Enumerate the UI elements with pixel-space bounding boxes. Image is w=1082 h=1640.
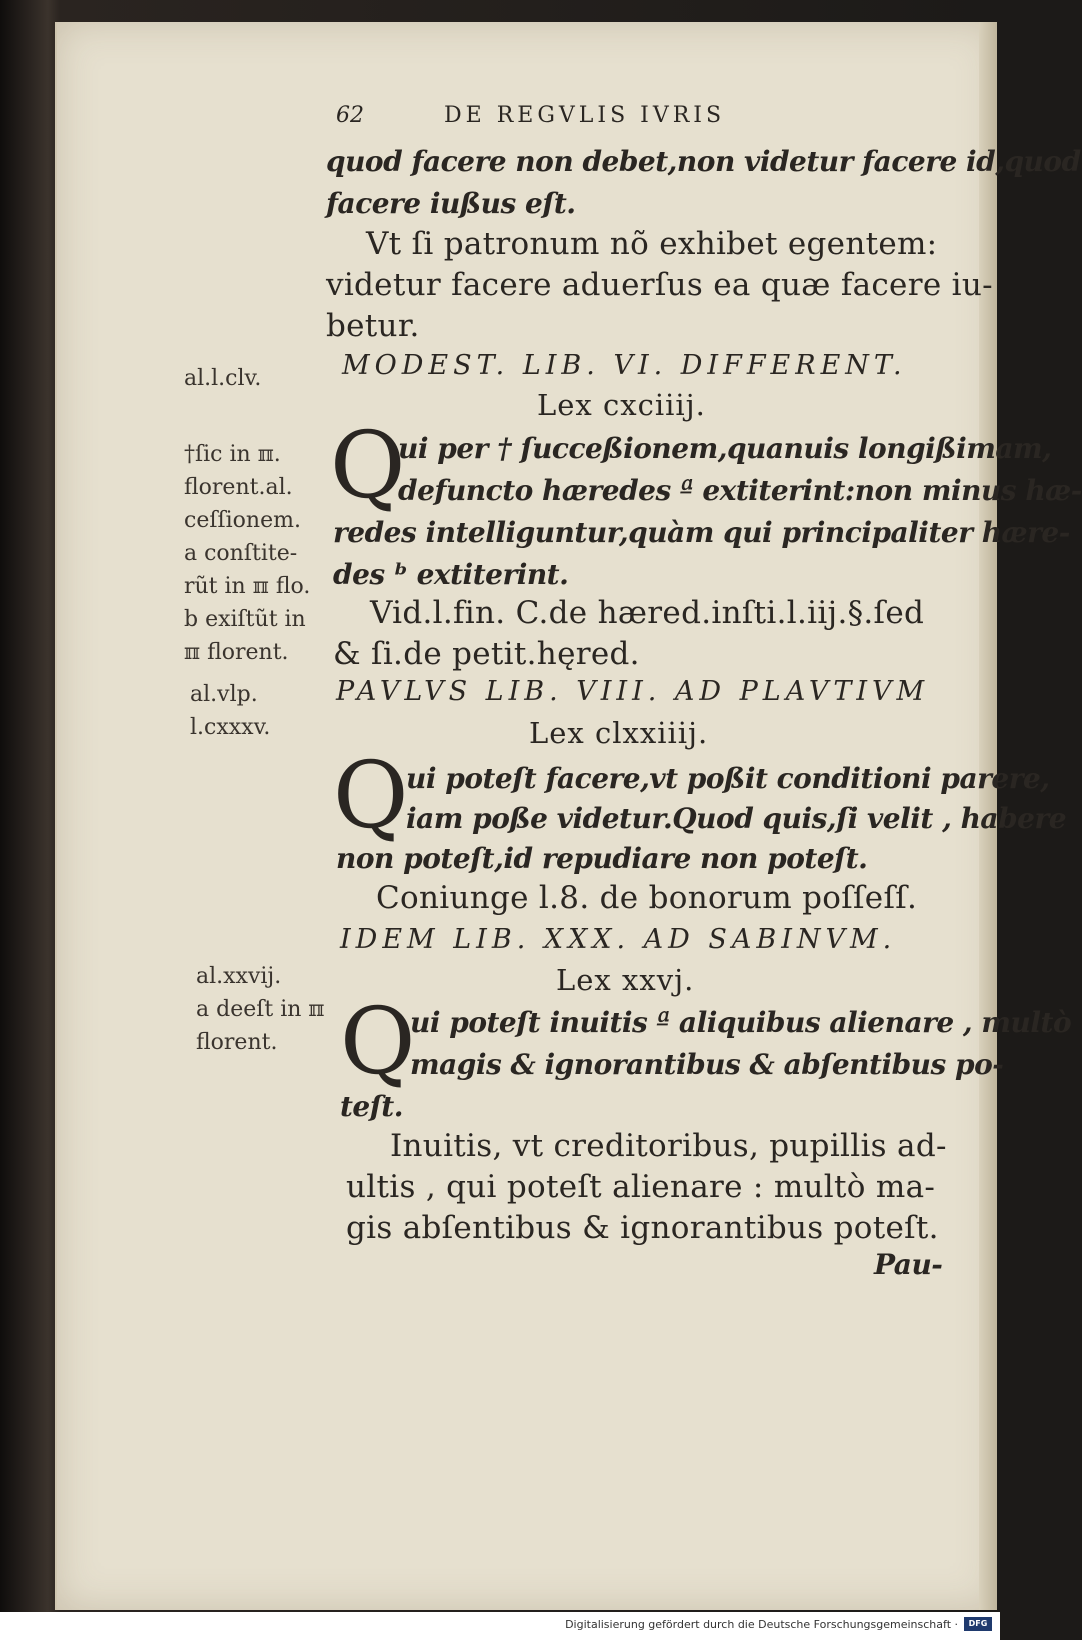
text-line: videtur facere aduerſus ea quæ facere iu- bbox=[326, 267, 993, 303]
text-line: iam poße videtur.Quod quis,ſi velit , habere bbox=[406, 802, 1067, 835]
text-line: ui poteſt inuitis ª aliquibus alienare , multò bbox=[410, 1006, 1072, 1039]
catchword: Pau- bbox=[874, 1248, 943, 1281]
text-line: ultis , qui poteſt alienare : multò ma- bbox=[346, 1169, 936, 1205]
margin-note: †ſic in ℼ. florent.al. ceſſionem. a conſtite- rũt in ℼ flo. b exiſtũt in ℼ florent. bbox=[184, 442, 311, 665]
text-line: facere iußus eſt. bbox=[326, 187, 576, 220]
lex-heading: Lex cxciiij. bbox=[537, 388, 706, 422]
margin-note: al.vlp. l.cxxxv. bbox=[190, 682, 271, 740]
text-line: Vid.l.fin. C.de hæred.inſti.l.iij.§.ſed bbox=[370, 595, 925, 631]
text-line: Vt ſi patronum nõ exhibet egentem: bbox=[366, 226, 938, 262]
drop-cap: Q bbox=[330, 412, 406, 519]
text-line: quod facere non debet,non videtur facere id,quod bbox=[326, 145, 1081, 178]
text-line: & ſi.de petit.hęred. bbox=[333, 636, 640, 672]
text-line: teſt. bbox=[340, 1090, 403, 1123]
text-line: non poteſt,id repudiare non poteſt. bbox=[336, 842, 868, 875]
text-line: des ᵇ extiterint. bbox=[333, 558, 569, 591]
running-title: DE REGVLIS IVRIS bbox=[444, 103, 726, 128]
text-line: ui per † ſucceßionem,quanuis longißimam, bbox=[398, 432, 1052, 465]
section-heading: PAVLVS LIB. VIII. AD PLAVTIVM bbox=[336, 676, 930, 707]
section-heading: MODEST. LIB. VI. DIFFERENT. bbox=[342, 350, 907, 381]
text-line: betur. bbox=[326, 308, 420, 344]
text-line: gis abſentibus & ignorantibus poteſt. bbox=[346, 1210, 939, 1246]
text-line: Inuitis, vt creditoribus, pupillis ad- bbox=[390, 1128, 947, 1164]
section-heading: IDEM LIB. XXX. AD SABINVM. bbox=[340, 924, 897, 955]
margin-note: al.l.clv. bbox=[184, 366, 262, 391]
text-line: defuncto hæredes ª extiterint:non minus hæ- bbox=[398, 474, 1082, 507]
text-line: redes intelliguntur,quàm qui principaliter hære- bbox=[333, 516, 1070, 549]
margin-note: al.xxvij. a deeſt in ℼ florent. bbox=[196, 964, 325, 1055]
text-line: Coniunge l.8. de bonorum poſſeſſ. bbox=[376, 880, 918, 916]
text-line: ui poteſt facere,vt poßit conditioni parere, bbox=[406, 762, 1050, 795]
lex-heading: Lex clxxiiij. bbox=[529, 716, 709, 750]
text-line: magis & ignorantibus & abſentibus po- bbox=[410, 1048, 1004, 1081]
digitization-credit: Digitalisierung gefördert durch die Deutsche Forschungsgemeinschaft · bbox=[565, 1618, 958, 1631]
dfg-logo-icon: DFG bbox=[964, 1617, 992, 1631]
drop-cap: Q bbox=[333, 742, 409, 849]
drop-cap: Q bbox=[340, 988, 416, 1095]
running-header bbox=[336, 103, 725, 128]
lex-heading: Lex xxvj. bbox=[556, 963, 695, 997]
page-number: 62 bbox=[336, 103, 364, 128]
